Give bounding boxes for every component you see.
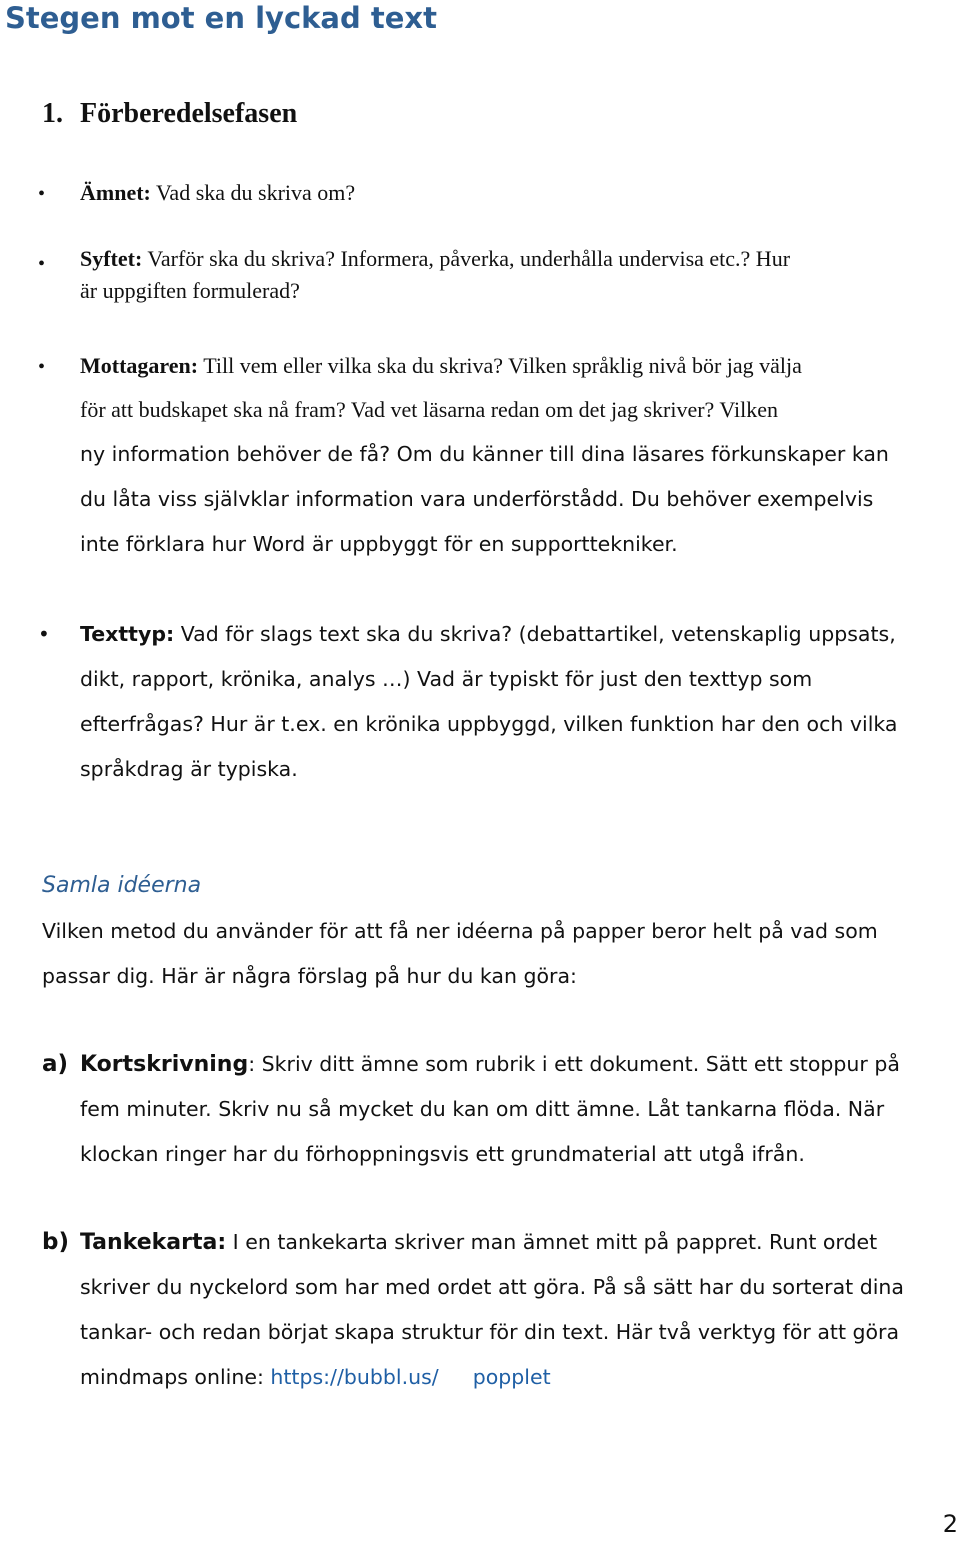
bullet-icon: • bbox=[38, 622, 50, 646]
bullet-icon: • bbox=[38, 183, 46, 205]
method-text: mindmaps online: bbox=[80, 1365, 271, 1389]
page-title: Stegen mot en lyckad text bbox=[5, 1, 437, 35]
method-text: fem minuter. Skriv nu så mycket du kan om ditt ämne. Låt tankarna flöda. När bbox=[80, 1097, 885, 1121]
bullet-text: Vad för slags text ska du skriva? (debattartikel, vetenskaplig uppsats, bbox=[174, 622, 896, 646]
section-number: 1. bbox=[42, 98, 63, 129]
subheading: Samla idéerna bbox=[42, 873, 202, 898]
bullet-text: språkdrag är typiska. bbox=[80, 757, 298, 781]
bullet-text: Vad ska du skriva om? bbox=[150, 180, 356, 205]
bullet-text: inte förklara hur Word är uppbyggt för en supporttekniker. bbox=[80, 532, 678, 556]
method-marker: a) bbox=[42, 1051, 69, 1077]
list-item-amnet bbox=[80, 171, 950, 215]
list-item-texttyp bbox=[80, 612, 950, 792]
bullet-text: Till vem eller vilka ska du skriva? Vilken språklig nivå bör jag välja bbox=[198, 353, 802, 378]
section-label: Förberedelsefasen bbox=[80, 98, 298, 129]
bullet-text: du låta viss självklar information vara underförstådd. Du behöver exempelvis bbox=[80, 487, 874, 511]
method-text: I en tankekarta skriver man ämnet mitt på pappret. Runt ordet bbox=[226, 1230, 878, 1254]
bullet-text: efterfrågas? Hur är t.ex. en krönika uppbyggd, vilken funktion har den och vilka bbox=[80, 712, 898, 736]
bullet-text: är uppgiften formulerad? bbox=[80, 278, 300, 303]
list-item-syftet bbox=[80, 243, 950, 307]
bullet-icon: • bbox=[38, 356, 46, 378]
bullet-term: Texttyp: bbox=[80, 622, 175, 646]
intro-line: Vilken metod du använder för att få ner idéerna på papper beror helt på vad som bbox=[42, 919, 878, 943]
bullet-text: för att budskapet ska nå fram? Vad vet läsarna redan om det jag skriver? Vilken bbox=[80, 397, 778, 422]
method-text: : Skriv ditt ämne som rubrik i ett dokument. Sätt ett stoppur på bbox=[248, 1052, 900, 1076]
intro-paragraph bbox=[42, 909, 878, 999]
method-marker: b) bbox=[42, 1229, 69, 1255]
intro-line: passar dig. Här är några förslag på hur du kan göra: bbox=[42, 964, 577, 988]
list-item-mottagaren bbox=[80, 344, 950, 567]
method-text: tankar- och redan börjat skapa struktur för din text. Här två verktyg för att göra bbox=[80, 1320, 900, 1344]
bullet-term: Syftet: bbox=[80, 246, 143, 271]
method-term: Kortskrivning bbox=[80, 1052, 249, 1077]
bullet-term: Mottagaren: bbox=[80, 353, 199, 378]
method-tankekarta bbox=[80, 1220, 950, 1400]
bullet-text: dikt, rapport, krönika, analys …) Vad är typiskt för just den texttyp som bbox=[80, 667, 813, 691]
method-term: Tankekarta: bbox=[80, 1230, 227, 1255]
method-text: klockan ringer har du förhoppningsvis ett grundmaterial att utgå ifrån. bbox=[80, 1142, 805, 1166]
method-kortskrivning bbox=[80, 1042, 950, 1177]
bubbl-link[interactable]: https://bubbl.us/ bbox=[270, 1365, 439, 1389]
bullet-icon: • bbox=[38, 253, 46, 275]
section-heading bbox=[42, 96, 297, 132]
popplet-link[interactable]: popplet bbox=[472, 1365, 551, 1389]
bullet-text: Varför ska du skriva? Informera, påverka, underhålla undervisa etc.? Hur bbox=[142, 246, 791, 271]
page-number: 2 bbox=[942, 1510, 958, 1538]
bullet-text: ny information behöver de få? Om du känner till dina läsares förkunskaper kan bbox=[80, 442, 889, 466]
bullet-term: Ämnet: bbox=[80, 180, 151, 205]
method-text: skriver du nyckelord som har med ordet att göra. På så sätt har du sorterat dina bbox=[80, 1275, 904, 1299]
